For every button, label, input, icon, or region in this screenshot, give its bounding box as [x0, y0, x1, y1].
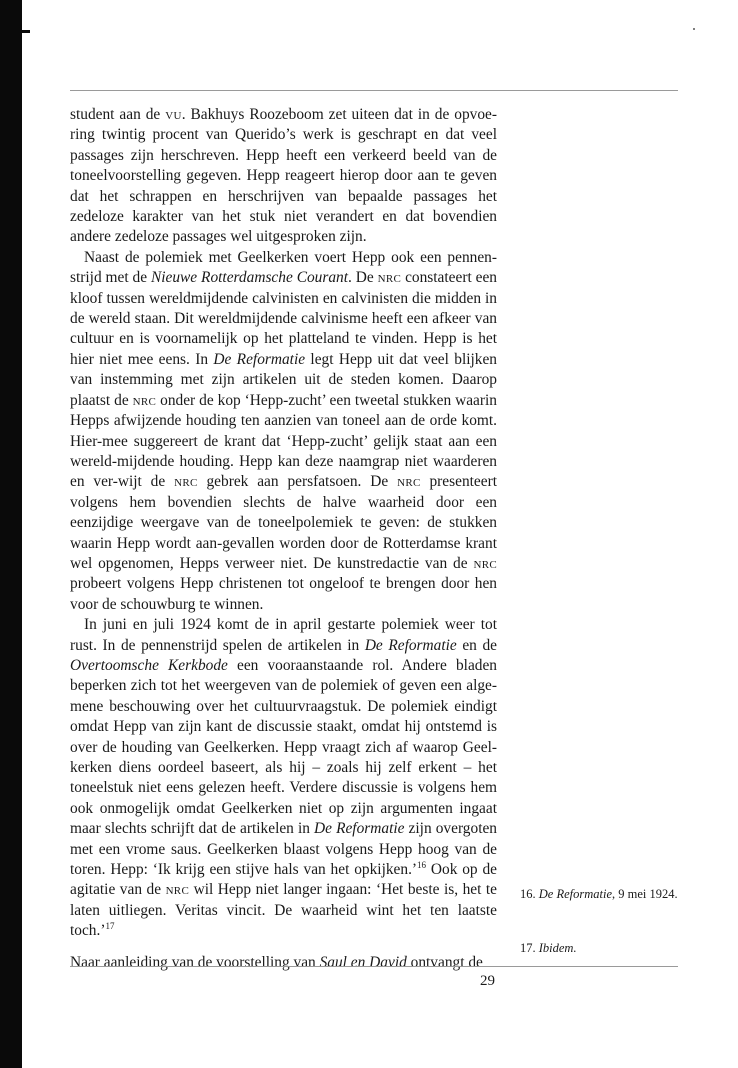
text-run: zijn overgoten met een vrome saus. Geelkerken blaast volgens Hepp hoog van de toren. Hepp: ‘Ik krijg een stijve hals van het opkijken.’	[70, 820, 497, 879]
body-text	[70, 105, 497, 973]
italic-title: Saul en David	[319, 953, 407, 971]
text-run: legt Hepp uit dat veel blijken van instemming met zijn artikelen uit de steden komen. Daarop plaatst de	[70, 350, 497, 409]
text-run: wil Hepp niet langer ingaan: ‘Het beste is, het te laten uitliegen. Veritas vincit. De waarheid wint het ten laatste toch.’	[70, 881, 497, 940]
footnote-17	[520, 940, 690, 957]
text-run: Naar aanleiding van de voorstelling van	[70, 953, 320, 971]
footnote-16-number: 16.	[520, 887, 536, 901]
paragraph-3	[70, 615, 497, 942]
scan-edge-bar	[0, 0, 22, 1068]
footnote-ref: 17	[105, 921, 115, 932]
text-run: constateert een kloof tussen wereldmijdende calvinisten en calvinisten die midden in de wereld staan. Dit wereldmijdende calvinisme heeft een afkeer van cultuur en is voornamelijk op het platteland te vinden. Hepp is het hier niet mee eens. In	[70, 269, 497, 368]
footnote-ref: 16	[417, 860, 427, 871]
abbreviation: nrc	[174, 473, 198, 491]
text-run: student aan de	[70, 106, 166, 123]
text-run: een vooraanstaande rol. Andere bladen beperken zich tot het weergeven van de polemiek of geven een alge-mene beschouwing over het cultuurvraagstuk. De polemiek eindigt omdat Hepp van zijn kant de discussie staakt, omdat hij ontstemd is over de houding van Geelkerken. Hepp vraagt zich af waarop Geel-kerken diens oordeel baseert, als hij – zoals hij zelf erkent – het toneelstuk niet eens gelezen heeft. Verdere discussie is volgens hem ook onmogelijk omdat Geelkerken niet op zijn argumenten ingaat maar slechts schrijft dat de artikelen in	[70, 656, 497, 838]
scan-speck	[693, 28, 695, 30]
header-rule	[70, 90, 678, 91]
text-run: gebrek aan persfatsoen. De	[197, 473, 398, 491]
text-run: probeert volgens Hepp christenen tot ongeloof te brengen door hen voor de schouwburg te winnen.	[70, 575, 497, 613]
scan-edge-tick	[22, 30, 30, 33]
abbreviation: vu	[165, 106, 182, 123]
abbreviation: nrc	[165, 881, 190, 899]
footnote-16	[520, 886, 690, 903]
abbreviation: nrc	[473, 554, 497, 572]
text-run: Naast de polemiek met Geelkerken voert Hepp ook een pennen-strijd met de	[70, 248, 497, 287]
italic-title: De Reformatie	[213, 350, 306, 368]
footnote-16-rest: , 9 mei 1924.	[612, 887, 678, 901]
page-number: 29	[480, 973, 495, 989]
text-run: presenteert volgens hem bovendien slechts de halve waarheid door een eenzijdige weergave van de toneelpolemiek te geven: de stukken waarin Hepp wordt aan-gevallen worden door de Rotterdamse krant wel opgenomen, Hepps verweer niet. De kunstredactie van de	[70, 473, 497, 572]
abbreviation: nrc	[377, 269, 402, 287]
footnote-17-number: 17.	[520, 941, 536, 955]
text-run: . Bakhuys Roozeboom zet uiteen dat in de opvoe-ring twintig procent van Querido’s werk is geschrapt en dat veel passages zijn herschreven. Hepp heeft een verkeerd beeld van de toneelvoorstelling gegeven. Hepp reageert hierop door aan te geven dat het schrappen en herschrijven van bepaalde passages het zedeloze karakter van het stuk niet verandert en dat bovendien andere zedeloze passages wel uitgesproken zijn.	[70, 106, 497, 246]
italic-title: De Reformatie	[364, 636, 457, 654]
italic-title: Nieuwe Rotterdamsche Courant	[150, 269, 349, 287]
text-run: Ook op de agitatie van de	[70, 861, 498, 899]
footer-rule	[70, 966, 678, 967]
text-run: In juni en juli 1924 komt de in april gestarte polemiek weer tot rust. In de pennenstrijd spelen de artikelen in	[70, 616, 497, 654]
text-run: en de	[456, 636, 498, 654]
footnote-17-title: Ibidem.	[538, 941, 577, 955]
footnote-16-title: De Reformatie	[538, 887, 612, 901]
abbreviation: nrc	[397, 473, 421, 491]
text-run: . De	[348, 269, 378, 287]
paragraph-4	[70, 953, 497, 973]
paragraph-1	[70, 105, 497, 248]
abbreviation: nrc	[132, 391, 157, 409]
text-run: onder de kop ‘Hepp-zucht’ een tweetal stukken waarin Hepps afwijzende houding ten aanzien van toneel aan de orde komt. Hier-mee suggereert de krant dat ‘Hepp-zucht’ gelijk staat aan een wereld-mijdende houding. Hepp kan deze naamgrap niet waarderen en ver-wijt de	[70, 391, 497, 491]
italic-title: De Reformatie	[314, 820, 405, 838]
italic-title: Overtoomsche Kerkbode	[70, 656, 228, 674]
text-run: ontvangt de	[406, 953, 483, 971]
paragraph-2	[70, 248, 497, 615]
